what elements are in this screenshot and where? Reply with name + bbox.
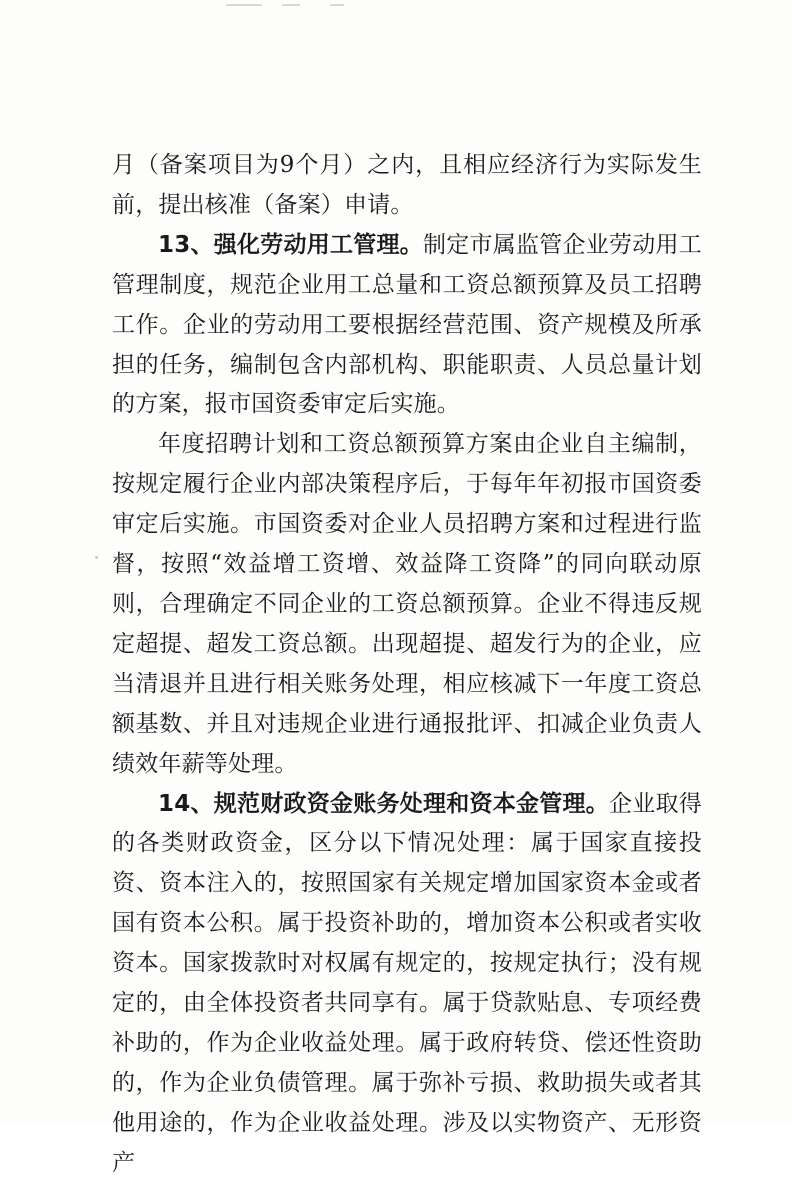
document-body bbox=[112, 146, 702, 1184]
paragraph-recruitment-plan bbox=[112, 425, 702, 784]
section-heading-13: 13、强化劳动用工管理。 bbox=[158, 231, 423, 258]
paragraph-text: 月（备案项目为9个月）之内，且相应经济行为实际发生前，提出核准（备案）申请。 bbox=[112, 152, 702, 218]
paragraph-fiscal-funds bbox=[112, 785, 702, 1184]
scan-artifact-dot bbox=[95, 556, 98, 559]
paragraph-continuation bbox=[112, 146, 702, 226]
paragraph-text: 企业取得的各类财政资金，区分以下情况处理：属于国家直接投资、资本注入的，按照国家有关规定增加国家资本金或者国有资本公积。属于投资补助的，增加资本公积或者实收资本。国家拨款时对权属有规定的，按规定执行；没有规定的，由全体投资者共同享有。属于贷款贴息、专项经费补助的，作为企业收益处理。属于政府转贷、偿还性资助的，作为企业负债管理。属于弥补亏损、救助损失或者其他用途的，作为企业收益处理。涉及以实物资产、无形资产 bbox=[112, 790, 702, 1176]
paragraph-text: 年度招聘计划和工资总额预算方案由企业自主编制，按规定履行企业内部决策程序后，于每年年初报市国资委审定后实施。市国资委对企业人员招聘方案和过程进行监督，按照“效益增工资增、效益降工资降”的同向联动原则，合理确定不同企业的工资总额预算。企业不得违反规定超提、超发工资总额。出现超提、超发行为的企业，应当清退并且进行相关账务处理，相应核减下一年度工资总额基数、并且对违规企业进行通报批评、扣减企业负责人绩效年薪等处理。 bbox=[112, 431, 702, 777]
scan-artifact-mark bbox=[282, 4, 300, 6]
section-heading-14: 14、规范财政资金账务处理和资本金管理。 bbox=[158, 790, 610, 817]
scan-artifact-mark bbox=[330, 4, 344, 6]
paragraph-labor-management bbox=[112, 226, 702, 426]
scan-artifact-mark bbox=[226, 4, 262, 6]
paragraph-text: 制定市属监管企业劳动用工管理制度，规范企业用工总量和工资总额预算及员工招聘工作。企业的劳动用工要根据经营范围、资产规模及所承担的任务，编制包含内部机构、职能职责、人员总量计划的方案，报市国资委审定后实施。 bbox=[112, 231, 702, 418]
